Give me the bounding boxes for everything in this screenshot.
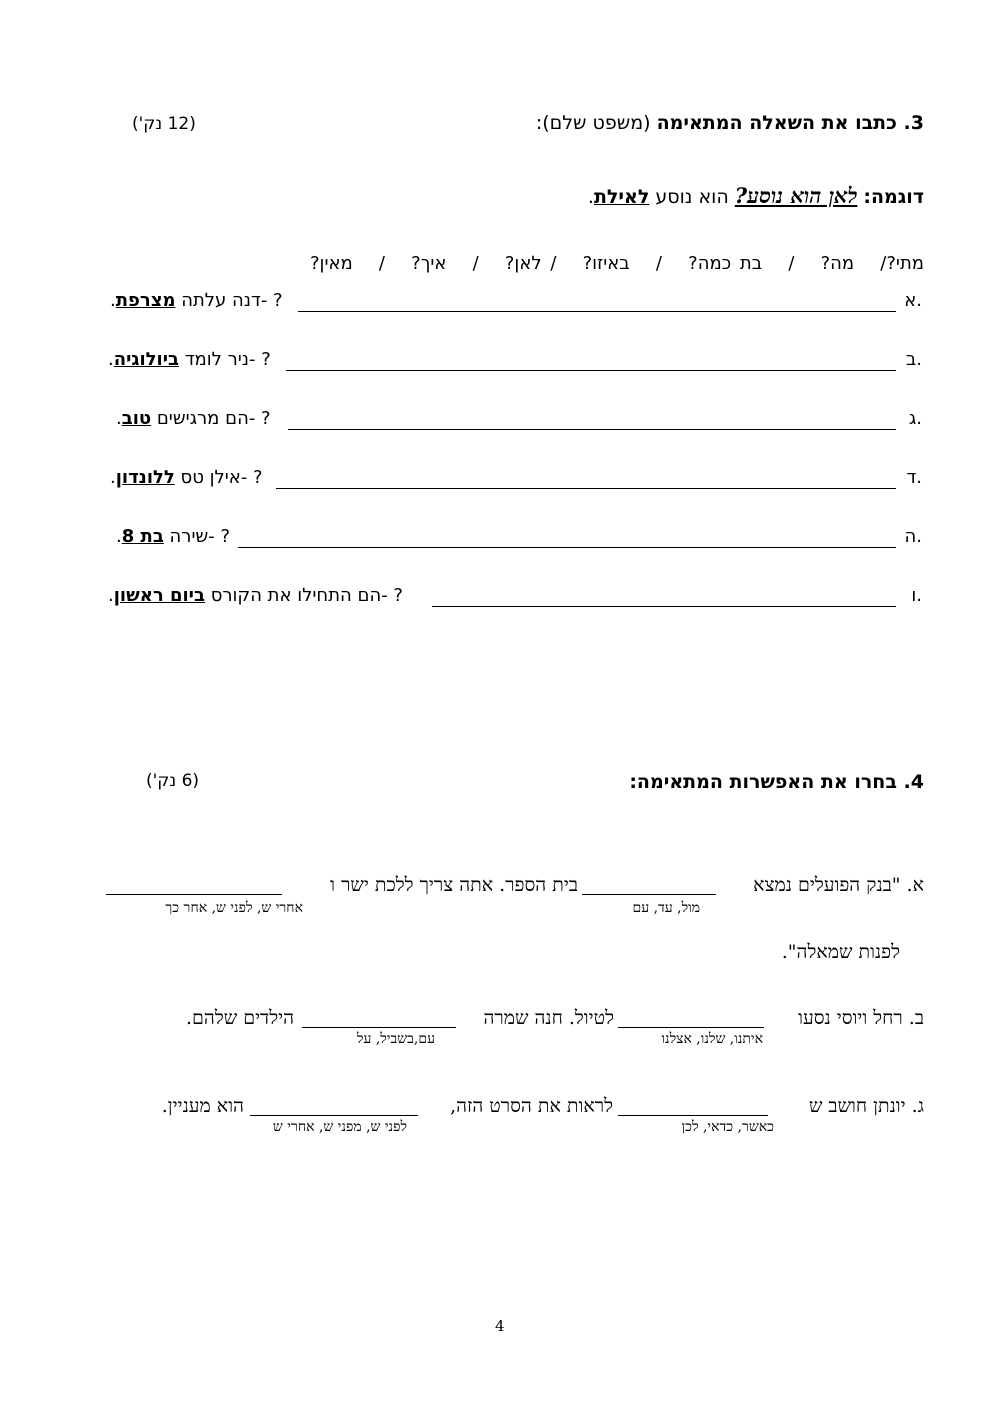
word-bank-item: בת כמה?: [688, 253, 763, 274]
item-e-qmark: ? -: [208, 526, 231, 547]
item-a-answer-line[interactable]: [298, 311, 896, 312]
section-4-points: (6 נק'): [146, 771, 200, 791]
q4c-hint-1: כאשר, כדאי, לכן: [681, 1119, 774, 1135]
item-d-prompt: [110, 467, 263, 488]
item-a-text: דנה עלתה: [181, 290, 261, 311]
example-handwritten-question: לאן הוא נוסע?: [734, 183, 858, 208]
item-c-qmark: ? -: [248, 408, 271, 429]
item-a-letter: א.: [904, 290, 922, 311]
q4b-hint-1: איתנו, שלנו, אצלנו: [661, 1031, 763, 1047]
page-number: 4: [495, 1317, 505, 1335]
example-plain-text: הוא נוסע: [655, 186, 729, 208]
q4b-part1: ב. רחל ויוסי נסעו: [798, 1007, 924, 1029]
item-d-text: אילן טס: [180, 467, 241, 488]
example-end: .: [587, 186, 594, 208]
item-f-answer-line[interactable]: [432, 606, 896, 607]
word-bank-item: /: [655, 253, 662, 274]
item-a-end: .: [110, 290, 116, 311]
item-a-answer: מצרפת: [115, 290, 176, 311]
item-f-letter: ו.: [911, 585, 922, 606]
item-f-answer: ביום ראשון: [113, 585, 205, 606]
section-4-title: [629, 771, 924, 793]
q4c-blank-2[interactable]: [250, 1115, 418, 1116]
q4a-blank-2[interactable]: [106, 894, 282, 895]
word-bank-item: מתי?/: [880, 253, 924, 274]
word-bank-item: /: [788, 253, 795, 274]
item-c-answer: טוב: [121, 408, 152, 429]
word-bank: [310, 253, 924, 274]
q4b-blank-2[interactable]: [302, 1027, 456, 1028]
q4c-part2: לראות את הסרט הזה,: [450, 1095, 613, 1117]
q4a-part1: א. "בנק הפועלים נמצא: [753, 874, 924, 896]
example-answer: לאילת: [593, 186, 650, 208]
item-a-prompt: [110, 290, 283, 311]
item-b-letter: ב.: [905, 349, 922, 370]
word-bank-item: איך?: [411, 253, 447, 274]
q4c-blank-1[interactable]: [618, 1115, 768, 1116]
q4a-blank-1[interactable]: [582, 894, 716, 895]
q4a-hint-1: מול, עד, עם: [632, 900, 700, 916]
item-b-answer: ביולוגיה: [113, 349, 179, 370]
item-f-end: .: [108, 585, 114, 606]
item-d-answer-line[interactable]: [276, 488, 896, 489]
word-bank-item: /: [378, 253, 385, 274]
item-c-letter: ג.: [908, 408, 922, 429]
word-bank-item: באיזו?: [582, 253, 630, 274]
section-3-points: (12 נק'): [132, 114, 196, 134]
item-e-end: .: [116, 526, 122, 547]
item-b-qmark: ? -: [249, 349, 271, 370]
item-c-answer-line[interactable]: [288, 429, 896, 430]
item-f-prompt: [108, 585, 403, 606]
word-bank-item: מה?: [820, 253, 855, 274]
q4a-part3: לפנות שמאלה".: [781, 941, 900, 963]
item-b-prompt: [108, 349, 271, 370]
item-e-answer-line[interactable]: [238, 547, 896, 548]
item-e-text: שירה: [169, 526, 209, 547]
item-c-end: .: [116, 408, 122, 429]
item-e-letter: ה.: [904, 526, 922, 547]
item-b-end: .: [108, 349, 114, 370]
q4c-part3: הוא מעניין.: [161, 1095, 244, 1117]
item-f-text: הם התחילו את הקורס: [210, 585, 382, 606]
section-3-title-rest: (משפט שלם):: [535, 112, 657, 134]
item-e-answer: בת 8: [121, 526, 164, 547]
section-3-title-bold: 3. כתבו את השאלה המתאימה: [656, 112, 924, 134]
q4b-blank-1[interactable]: [618, 1027, 764, 1028]
item-c-text: הם מרגישים: [156, 408, 249, 429]
item-b-answer-line[interactable]: [286, 370, 896, 371]
q4c-hint-2: לפני ש, מפני ש, אחרי ש: [272, 1119, 407, 1135]
item-a-qmark: ? -: [260, 290, 283, 311]
example-label: דוגמה:: [863, 186, 924, 208]
item-e-prompt: [116, 526, 230, 547]
item-c-prompt: [116, 408, 271, 429]
word-bank-item: / לאן?: [504, 253, 557, 274]
q4b-hint-2: עם,בשביל, על: [356, 1031, 435, 1047]
q4b-part2: לטיול. חנה שמרה: [483, 1007, 614, 1029]
item-d-qmark: ? -: [240, 467, 263, 488]
word-bank-item: מאין?: [310, 253, 353, 274]
example-line: [588, 183, 924, 209]
q4a-part2: בית הספר. אתה צריך ללכת ישר ו: [330, 874, 578, 896]
item-d-letter: ד.: [906, 467, 922, 488]
item-d-answer: ללונדון: [115, 467, 175, 488]
q4c-part1: ג. יונתן חושב ש: [808, 1095, 924, 1117]
q4a-hint-2: אחרי ש, לפני ש, אחר כך: [165, 900, 303, 916]
section-4-title-text: 4. בחרו את האפשרות המתאימה:: [629, 771, 924, 793]
item-d-end: .: [110, 467, 116, 488]
item-b-text: ניר לומד: [184, 349, 250, 370]
q4b-part3: הילדים שלהם.: [186, 1007, 294, 1029]
section-3-title: [536, 112, 924, 134]
word-bank-item: /: [472, 253, 479, 274]
item-f-qmark: ? -: [381, 585, 403, 606]
